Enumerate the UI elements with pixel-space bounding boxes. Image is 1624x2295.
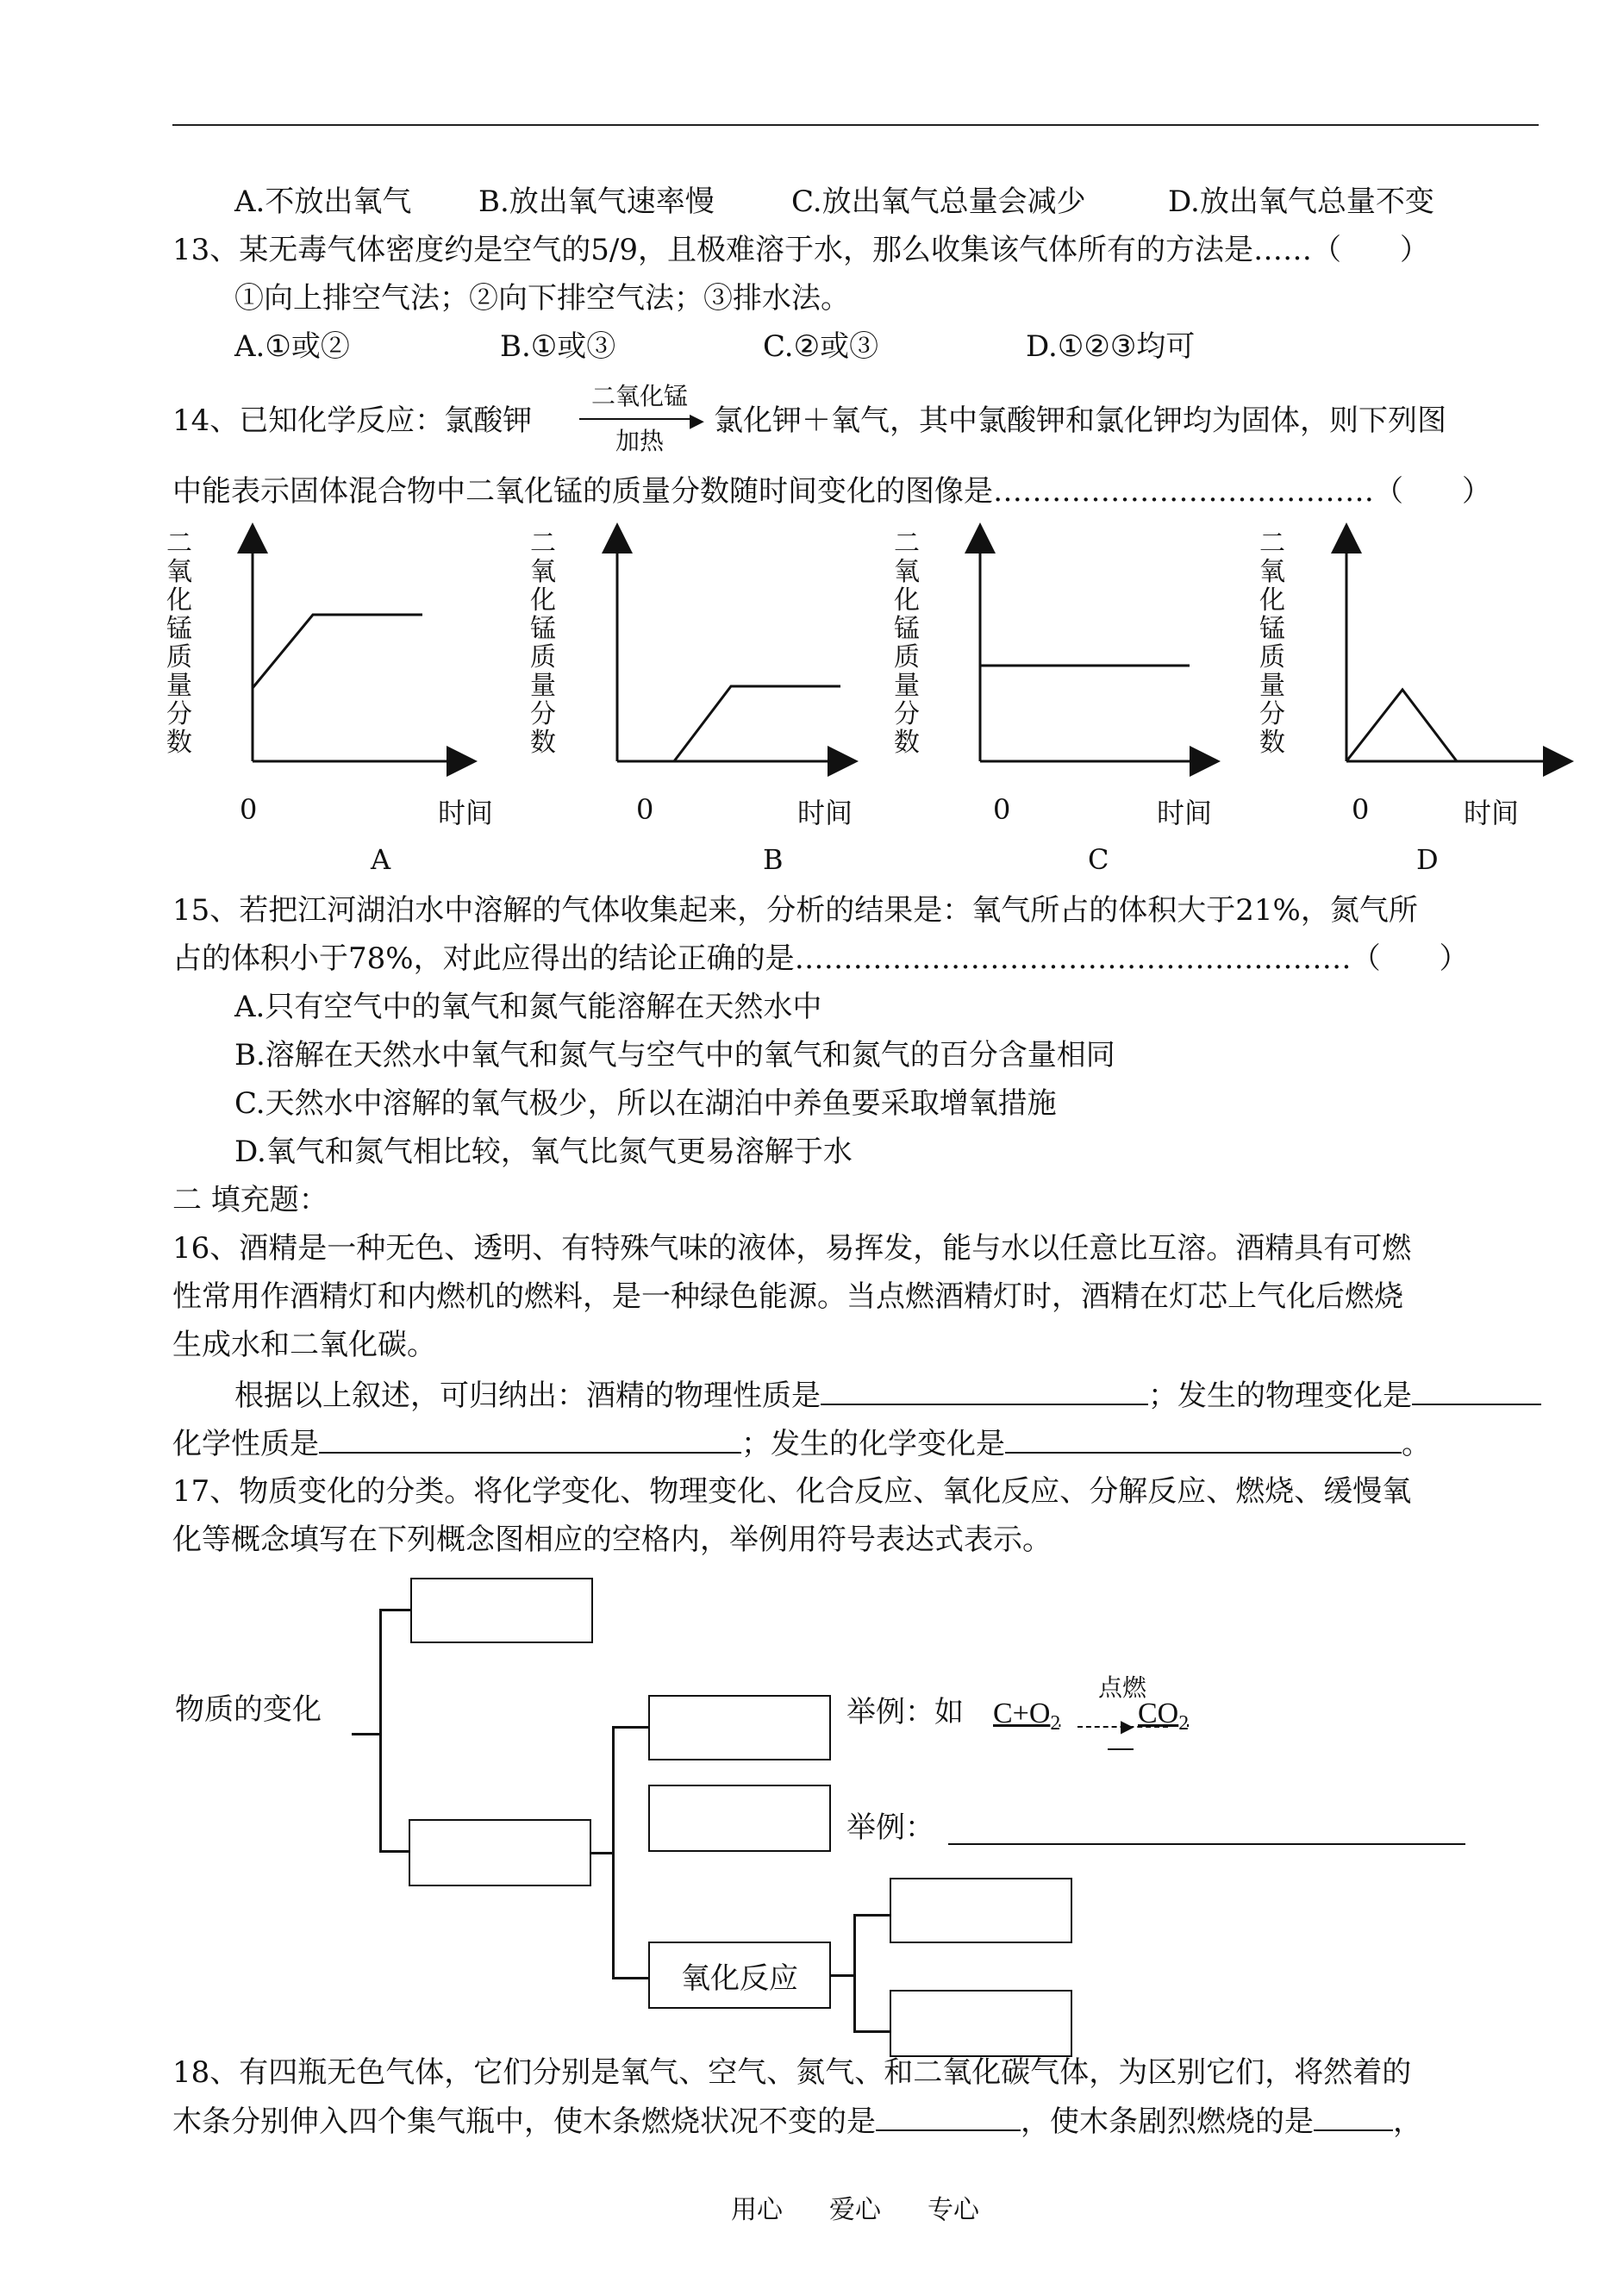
q16-physical-change-label: ；发生的物理变化是 (1148, 1379, 1412, 1413)
chart-b (617, 528, 853, 761)
q13-option-a: A.①或② (234, 329, 350, 364)
footer-item-1: 用心 (731, 2195, 783, 2225)
chart-a-origin: 0 (240, 793, 258, 826)
arrow-head-icon: ▶ (690, 410, 704, 432)
q18-comma: ， (1393, 2104, 1422, 2139)
q16-physical-change-blank[interactable] (1412, 1371, 1541, 1405)
chart-d-curve (1346, 690, 1457, 761)
q17-line2: 化等概念填写在下列概念图相应的空格内，举例用符号表达式表示。 (172, 1523, 1052, 1557)
q16-line4 (234, 1371, 1541, 1420)
q14-catalyst: 二氧化锰 (590, 382, 688, 410)
chart-a-ylabel: 二氧化锰质量分数 (166, 528, 192, 758)
eq-left-text: C+O (993, 1698, 1051, 1729)
q16-line3: 生成水和二氧化碳。 (172, 1328, 436, 1362)
q13-option-b: B.①或③ (500, 329, 616, 364)
chart-c-letter: C (1088, 843, 1109, 876)
concept-box-middle[interactable] (409, 1819, 591, 1886)
concept-box-reaction-1[interactable] (648, 1695, 831, 1760)
q13-option-c: C.②或③ (763, 329, 879, 364)
oxidation-bracket (853, 1914, 856, 2033)
equation-under-mark (1108, 1748, 1134, 1750)
chart-b-xlabel: 时间 (797, 797, 853, 829)
concept-root: 物质的变化 (175, 1692, 322, 1727)
chart-d-ylabel: 二氧化锰质量分数 (1259, 528, 1285, 758)
footer-item-2: 爱心 (829, 2195, 881, 2225)
q14-charts (0, 0, 1624, 905)
chart-c-xlabel: 时间 (1157, 797, 1213, 829)
equation-condition: 点燃 (1097, 1673, 1146, 1702)
middle-connector (591, 1852, 612, 1854)
chart-c-ylabel: 二氧化锰质量分数 (894, 528, 920, 758)
oxidation-arm-1 (853, 1914, 890, 1917)
q18-vigorous-blank[interactable] (1314, 2097, 1393, 2131)
q16-line1: 16、酒精是一种无色、透明、有特殊气味的液体，易挥发，能与水以任意比互溶。酒精具有可燃 (172, 1231, 1412, 1266)
chart-a-xlabel: 时间 (438, 797, 494, 829)
bracket-bottom-arm (379, 1850, 410, 1853)
chart-b-curve (674, 686, 840, 761)
oxidation-arm-2 (853, 2030, 890, 2033)
chart-d (1346, 528, 1569, 761)
q16-period: 。 (1402, 1427, 1431, 1461)
q16-line5 (172, 1419, 1431, 1468)
q14-line2: 中能表示固体混合物中二氧化锰的质量分数随时间变化的图像是…………………………………（ ） (172, 474, 1491, 509)
oxidation-box: 氧化反应 (648, 1942, 831, 2009)
q16-chemical-property-blank[interactable] (319, 1419, 741, 1454)
middle-arm-3 (612, 1977, 648, 1979)
bracket-top-arm (379, 1609, 410, 1611)
q18-unchanged-label: 木条分别伸入四个集气瓶中，使木条燃烧状况不变的是 (172, 2104, 876, 2139)
q16-chemical-change-label: ；发生的化学变化是 (741, 1427, 1005, 1461)
equation-left (993, 1690, 1060, 1748)
chart-d-origin: 0 (1352, 793, 1370, 826)
q13-methods: ①向上排空气法；②向下排空气法；③排水法。 (234, 281, 850, 316)
example1-label: 举例：如 (846, 1695, 964, 1729)
footer-item-3: 专心 (928, 2195, 979, 2225)
example2-label: 举例： (846, 1810, 934, 1845)
q15-option-b: B.溶解在天然水中氧气和氮气与空气中的氧气和氮气的百分含量相同 (234, 1038, 1115, 1072)
q15-option-a: A.只有空气中的氧气和氮气能溶解在天然水中 (234, 990, 822, 1024)
q16-chemical-change-blank[interactable] (1005, 1419, 1402, 1454)
q15-line2: 占的体积小于78%，对此应得出的结论正确的是…………………………………………………（ ） (172, 941, 1469, 976)
equation-arrow-head-icon: ▶ (1121, 1716, 1134, 1736)
q14-line1-prefix: 14、已知化学反应：氯酸钾 (172, 403, 533, 438)
concept-box-top[interactable] (410, 1578, 593, 1643)
q12-option-d: D.放出氧气总量不变 (1168, 184, 1434, 219)
q13-stem: 13、某无毒气体密度约是空气的5/9，且极难溶于水，那么收集该气体所有的方法是……（ ） (172, 233, 1429, 267)
q18-line1: 18、有四瓶无色气体，它们分别是氧气、空气、氮气、和二氧化碳气体，为区别它们，将然着的 (172, 2055, 1412, 2090)
chart-b-ylabel: 二氧化锰质量分数 (530, 528, 556, 758)
concept-box-oxidation-1[interactable] (890, 1878, 1072, 1943)
q13-option-d: D.①②③均可 (1026, 329, 1196, 364)
concept-box-reaction-2[interactable] (648, 1785, 831, 1852)
q16-physical-property-label: 根据以上叙述，可归纳出：酒精的物理性质是 (234, 1379, 821, 1413)
q18-line2 (172, 2097, 1422, 2146)
equation-right (1138, 1690, 1189, 1748)
q14-line1-suffix: 氯化钾＋氧气，其中氯酸钾和氯化钾均为固体，则下列图 (714, 403, 1446, 438)
root-connector (352, 1733, 379, 1735)
chart-b-origin: 0 (636, 793, 654, 826)
q14-condition: 加热 (615, 427, 664, 455)
chart-b-letter: B (763, 843, 784, 876)
root-bracket (379, 1609, 382, 1853)
q12-option-b: B.放出氧气速率慢 (478, 184, 715, 219)
chart-c-origin: 0 (993, 793, 1011, 826)
q15-option-d: D.氧气和氮气相比较，氧气比氮气更易溶解于水 (234, 1135, 853, 1169)
q12-option-a: A.不放出氧气 (234, 184, 412, 219)
q16-line2: 性常用作酒精灯和内燃机的燃料，是一种绿色能源。当点燃酒精灯时，酒精在灯芯上气化后燃烧 (172, 1279, 1403, 1314)
q17-line1: 17、物质变化的分类。将化学变化、物理变化、化合反应、氧化反应、分解反应、燃烧、缓慢氧 (172, 1474, 1412, 1509)
oxidation-connector (831, 1974, 853, 1977)
chart-c (980, 528, 1215, 761)
q15-option-c: C.天然水中溶解的氧气极少，所以在湖泊中养鱼要采取增氧措施 (234, 1086, 1057, 1121)
q16-chemical-property-label: 化学性质是 (172, 1427, 319, 1461)
chart-a-curve (253, 615, 422, 688)
concept-box-oxidation-2[interactable] (890, 1990, 1072, 2057)
middle-arm-1 (612, 1726, 648, 1729)
section-title: 二 填充题： (172, 1183, 328, 1217)
chart-d-letter: D (1416, 843, 1439, 876)
eq-right-sub: 2 (1178, 1711, 1190, 1735)
eq-right-text: CO (1138, 1698, 1179, 1729)
q12-option-c: C.放出氧气总量会减少 (791, 184, 1086, 219)
q16-physical-property-blank[interactable] (821, 1371, 1148, 1405)
q18-unchanged-blank[interactable] (876, 2097, 1021, 2131)
example2-blank[interactable] (948, 1843, 1465, 1845)
chart-a (253, 528, 472, 761)
eq-left-sub: 2 (1050, 1711, 1061, 1735)
chart-d-xlabel: 时间 (1464, 797, 1520, 829)
q18-vigorous-label: ，使木条剧烈燃烧的是 (1021, 2104, 1314, 2139)
q15-line1: 15、若把江河湖泊水中溶解的气体收集起来，分析的结果是：氧气所占的体积大于21%，氮气所 (172, 893, 1418, 928)
middle-bracket (612, 1726, 615, 1979)
chart-a-letter: A (371, 843, 391, 876)
